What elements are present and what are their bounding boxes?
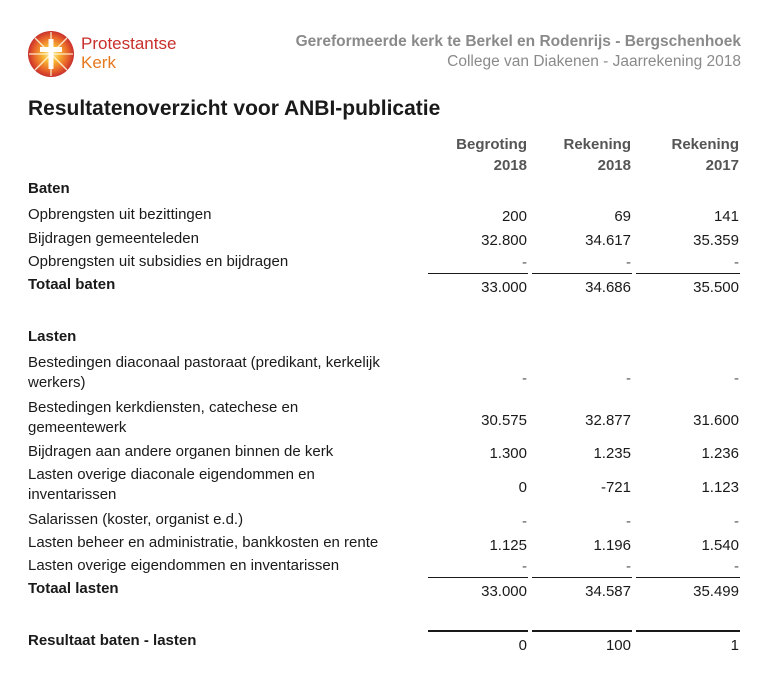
total-value: 35.499: [693, 583, 739, 600]
subtotal-rule: [428, 577, 528, 578]
row-label: Bestedingen kerkdiensten, catechese en gemeentewerk: [28, 399, 299, 436]
row-label: Opbrengsten uit bezittingen: [28, 206, 212, 223]
subtotal-rule: [428, 273, 528, 274]
row-label: Lasten overige diaconale eigendommen en inventarissen: [28, 466, 315, 503]
row-label: Lasten beheer en administratie, bankkosten en rente: [28, 534, 379, 551]
result-rule: [428, 630, 528, 632]
page-title: Resultatenoverzicht voor ANBI-publicatie: [28, 97, 441, 120]
result-value: 100: [605, 637, 631, 654]
cell-value: 69: [614, 208, 631, 225]
column-header-rekening-2018: [563, 134, 631, 176]
cell-value: 31.600: [693, 412, 739, 429]
column-header-line2: 2018: [597, 157, 631, 174]
cell-value: 200: [501, 208, 527, 225]
column-header-line1: Rekening: [671, 136, 739, 153]
total-value: 35.500: [693, 279, 739, 296]
cell-value: -: [522, 513, 527, 530]
result-label: Resultaat baten - lasten: [28, 632, 197, 649]
cell-value: -: [522, 558, 527, 575]
total-value: 33.000: [481, 279, 527, 296]
cell-value: 32.877: [585, 412, 631, 429]
total-value: 33.000: [481, 583, 527, 600]
cell-value: -: [734, 370, 739, 387]
subtotal-rule: [636, 577, 740, 578]
cell-value: 1.196: [593, 537, 631, 554]
cell-value: -721: [600, 479, 631, 496]
protestantse-kerk-emblem-icon: [27, 30, 75, 78]
cell-value: 1.300: [489, 445, 527, 462]
logo: [27, 30, 202, 80]
cell-value: -: [734, 254, 739, 271]
total-value: 34.686: [585, 279, 631, 296]
subtotal-rule: [636, 273, 740, 274]
header-subtitle: College van Diakenen - Jaarrekening 2018: [447, 53, 741, 70]
cell-value: -: [626, 370, 631, 387]
result-value: 0: [518, 637, 527, 654]
column-header-line1: Begroting: [456, 136, 527, 153]
logo-text-kerk: Kerk: [81, 53, 116, 72]
total-value: 34.587: [585, 583, 631, 600]
row-label: Bijdragen gemeenteleden: [28, 230, 199, 247]
column-header-line1: Rekening: [563, 136, 631, 153]
column-header-begroting-2018: [456, 134, 527, 176]
row-label: Bijdragen aan andere organen binnen de kerk: [28, 443, 334, 460]
section-heading-baten: Baten: [28, 180, 70, 197]
logo-text-protestantse: Protestantse: [81, 34, 177, 53]
row-label: Bestedingen diaconaal pastoraat (predikant, kerkelijk werkers): [28, 354, 380, 391]
cell-value: -: [734, 513, 739, 530]
column-header-line2: 2017: [705, 157, 739, 174]
column-header-rekening-2017: [671, 134, 739, 176]
header-organization: Gereformeerde kerk te Berkel en Rodenrijs - Bergschenhoek: [295, 33, 741, 50]
row-label: Lasten overige eigendommen en inventarissen: [28, 557, 340, 574]
cell-value: 1.235: [593, 445, 631, 462]
cell-value: 30.575: [481, 412, 527, 429]
cell-value: 34.617: [585, 232, 631, 249]
subtotal-rule: [532, 577, 632, 578]
section-heading-lasten: Lasten: [28, 328, 77, 345]
result-rule: [532, 630, 632, 632]
row-label: Opbrengsten uit subsidies en bijdragen: [28, 253, 289, 270]
cell-value: 141: [713, 208, 739, 225]
cell-value: 35.359: [693, 232, 739, 249]
subtotal-rule: [532, 273, 632, 274]
cell-value: 1.540: [701, 537, 739, 554]
cell-value: -: [626, 558, 631, 575]
cell-value: -: [734, 558, 739, 575]
cell-value: 1.123: [701, 479, 739, 496]
total-label-lasten: Totaal lasten: [28, 580, 119, 597]
cell-value: -: [522, 254, 527, 271]
column-header-line2: 2018: [493, 157, 527, 174]
cell-value: -: [522, 370, 527, 387]
cell-value: 0: [518, 479, 527, 496]
cell-value: -: [626, 513, 631, 530]
cell-value: 1.125: [489, 537, 527, 554]
result-rule: [636, 630, 740, 632]
cell-value: -: [626, 254, 631, 271]
cell-value: 32.800: [481, 232, 527, 249]
row-label: Salarissen (koster, organist e.d.): [28, 511, 244, 528]
cell-value: 1.236: [701, 445, 739, 462]
result-value: 1: [730, 637, 739, 654]
total-label-baten: Totaal baten: [28, 276, 116, 293]
